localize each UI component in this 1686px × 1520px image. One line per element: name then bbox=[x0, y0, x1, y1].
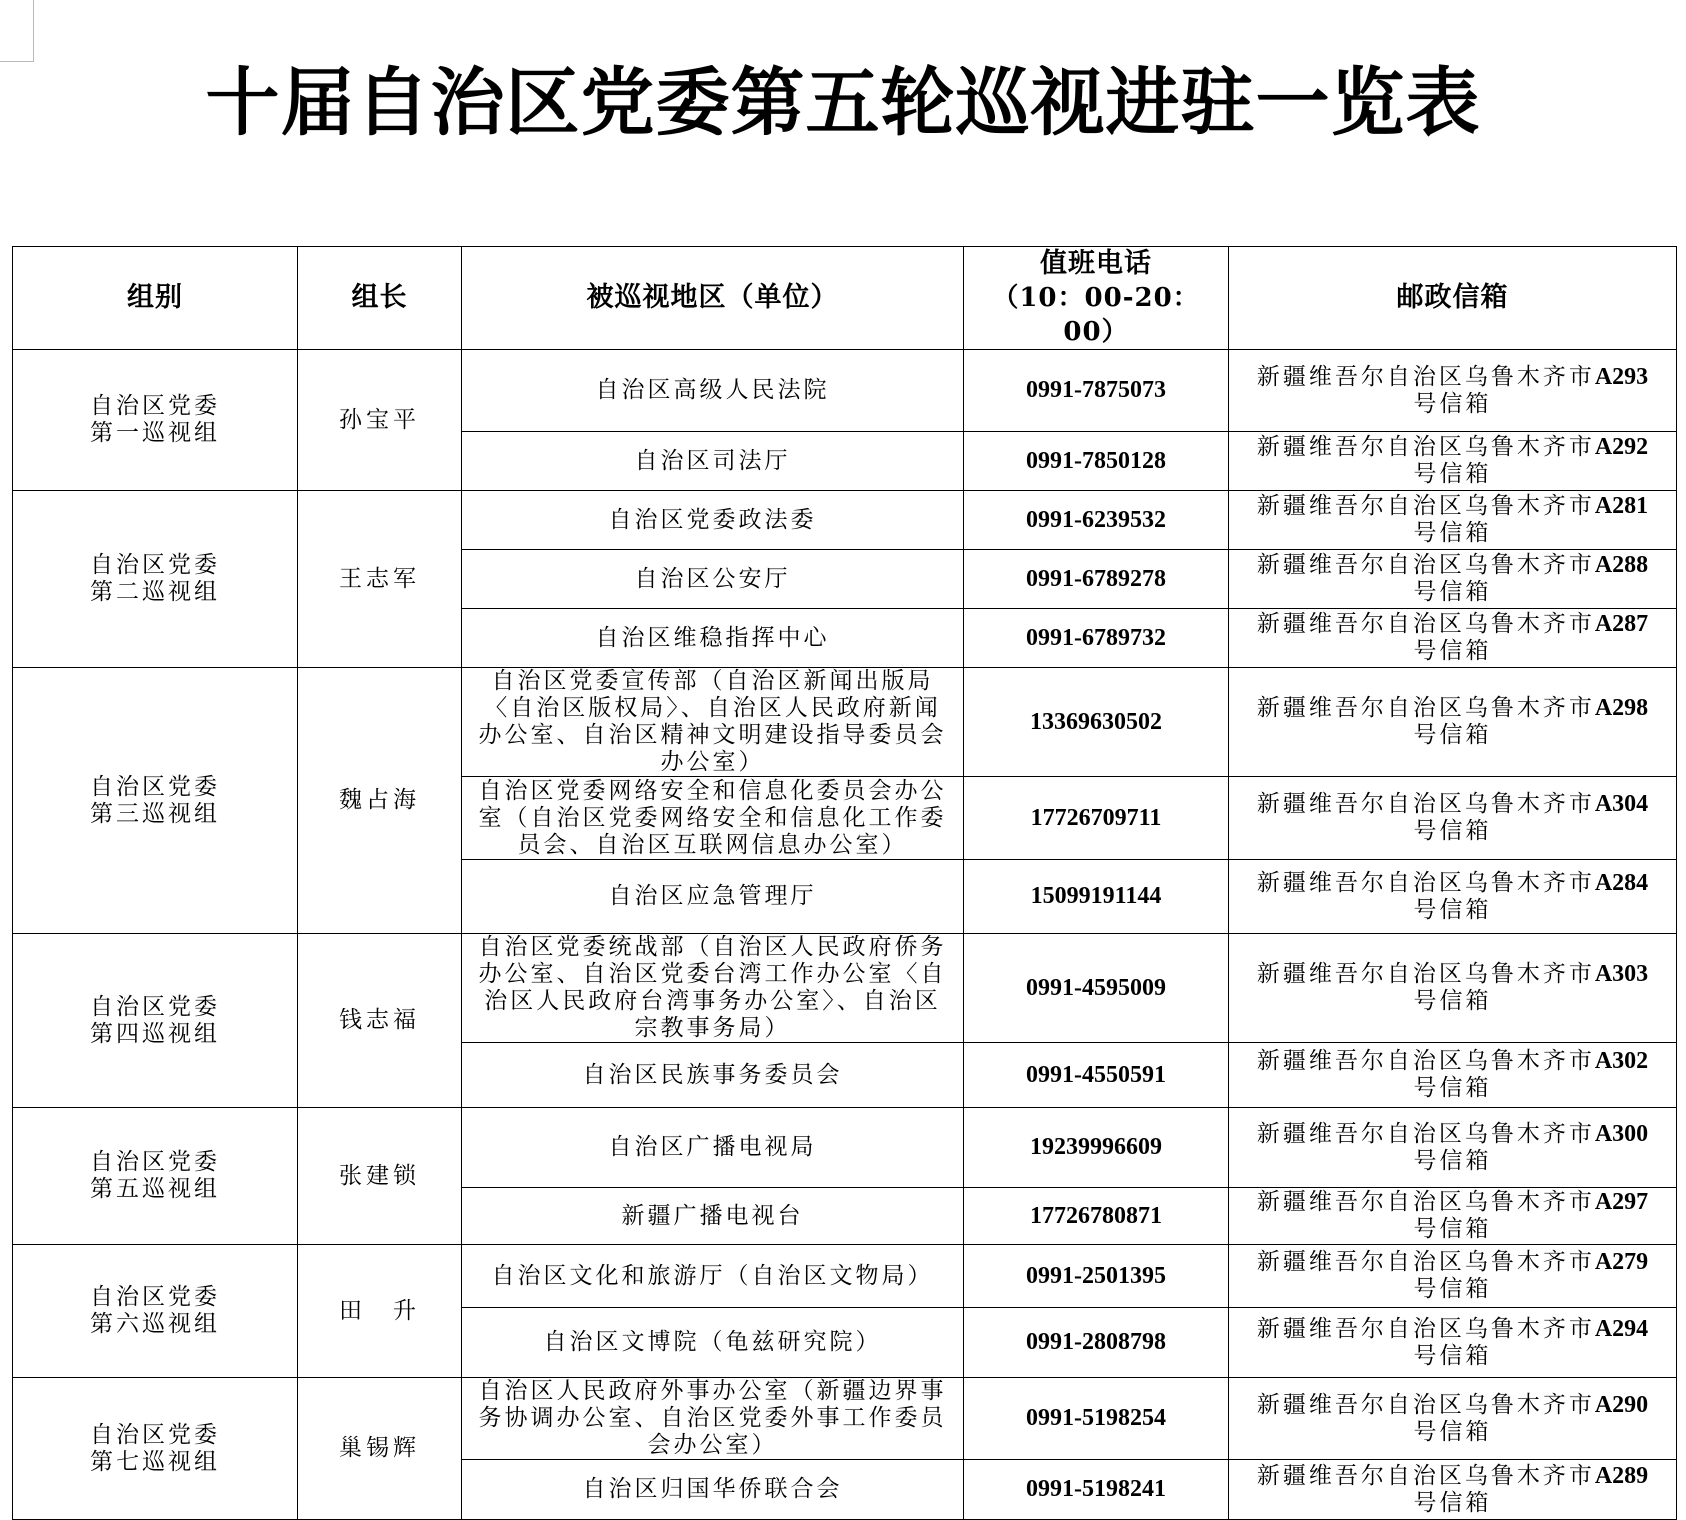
group-name-cell bbox=[13, 934, 298, 1108]
postal-mailbox-cell bbox=[1229, 1460, 1677, 1520]
postal-mailbox-cell bbox=[1229, 934, 1677, 1043]
inspected-unit-cell: 自治区维稳指挥中心 bbox=[462, 609, 964, 668]
group-leader-cell: 张建锁 bbox=[298, 1108, 462, 1245]
header-phone bbox=[964, 247, 1229, 350]
mailbox-prefix: 新疆维吾尔自治区乌鲁木齐市 bbox=[1256, 869, 1595, 896]
mailbox-code: A297 bbox=[1594, 1189, 1649, 1215]
duty-phone-cell: 15099191144 bbox=[964, 860, 1229, 934]
group-leader-cell: 魏占海 bbox=[298, 668, 462, 934]
group-leader-cell: 田 升 bbox=[298, 1245, 462, 1378]
mailbox-suffix: 号信箱 bbox=[1413, 818, 1492, 844]
mailbox-suffix: 号信箱 bbox=[1413, 579, 1492, 605]
table-row bbox=[13, 1108, 1677, 1188]
group-name-cell bbox=[13, 668, 298, 934]
inspected-unit-cell: 自治区人民政府外事办公室（新疆边界事务协调办公室、自治区党委外事工作委员会办公室） bbox=[462, 1378, 964, 1460]
group-name-line2: 第三巡视组 bbox=[90, 800, 220, 827]
inspected-unit-cell: 自治区归国华侨联合会 bbox=[462, 1460, 964, 1520]
header-phone-label: 值班电话 bbox=[1040, 248, 1152, 279]
group-name-line1: 自治区党委 bbox=[90, 773, 220, 800]
group-leader-cell: 钱志福 bbox=[298, 934, 462, 1108]
mailbox-suffix: 号信箱 bbox=[1413, 1276, 1492, 1302]
mailbox-suffix: 号信箱 bbox=[1413, 896, 1492, 923]
mailbox-code: A293 bbox=[1594, 363, 1649, 390]
mailbox-code: A292 bbox=[1594, 434, 1649, 460]
mailbox-prefix: 新疆维吾尔自治区乌鲁木齐市 bbox=[1256, 1315, 1595, 1342]
postal-mailbox-cell bbox=[1229, 350, 1677, 432]
duty-phone-cell: 19239996609 bbox=[964, 1108, 1229, 1188]
mailbox-prefix: 新疆维吾尔自治区乌鲁木齐市 bbox=[1256, 1048, 1595, 1074]
duty-phone-cell: 13369630502 bbox=[964, 668, 1229, 777]
mailbox-code: A303 bbox=[1594, 961, 1649, 987]
mailbox-suffix: 号信箱 bbox=[1413, 1489, 1492, 1516]
inspected-unit-cell: 自治区广播电视局 bbox=[462, 1108, 964, 1188]
mailbox-prefix: 新疆维吾尔自治区乌鲁木齐市 bbox=[1256, 493, 1595, 519]
duty-phone-cell: 0991-2501395 bbox=[964, 1245, 1229, 1308]
table-row bbox=[13, 934, 1677, 1043]
mailbox-code: A289 bbox=[1594, 1462, 1649, 1489]
mailbox-prefix: 新疆维吾尔自治区乌鲁木齐市 bbox=[1256, 961, 1595, 987]
group-name-line2: 第一巡视组 bbox=[90, 420, 220, 446]
duty-phone-cell: 17726709711 bbox=[964, 777, 1229, 860]
mailbox-prefix: 新疆维吾尔自治区乌鲁木齐市 bbox=[1256, 1391, 1595, 1418]
inspected-unit-cell: 自治区司法厅 bbox=[462, 432, 964, 491]
group-name-line1: 自治区党委 bbox=[90, 993, 220, 1020]
inspected-unit-cell: 自治区党委统战部（自治区人民政府侨务办公室、自治区党委台湾工作办公室〈自治区人民政府台湾事务办公室〉、自治区宗教事务局） bbox=[462, 934, 964, 1043]
mailbox-code: A284 bbox=[1594, 869, 1649, 896]
group-name-cell bbox=[13, 1245, 298, 1378]
postal-mailbox-cell bbox=[1229, 550, 1677, 609]
duty-phone-cell: 0991-7850128 bbox=[964, 432, 1229, 491]
postal-mailbox-cell bbox=[1229, 860, 1677, 934]
inspected-unit-cell: 自治区党委网络安全和信息化委员会办公室（自治区党委网络安全和信息化工作委员会、自治区互联网信息办公室） bbox=[462, 777, 964, 860]
mailbox-suffix: 号信箱 bbox=[1413, 1075, 1492, 1101]
duty-phone-cell: 17726780871 bbox=[964, 1188, 1229, 1245]
postal-mailbox-cell bbox=[1229, 432, 1677, 491]
postal-mailbox-cell bbox=[1229, 777, 1677, 860]
group-name-cell bbox=[13, 1378, 298, 1520]
mailbox-prefix: 新疆维吾尔自治区乌鲁木齐市 bbox=[1256, 434, 1595, 460]
mailbox-code: A298 bbox=[1594, 695, 1649, 721]
inspected-unit-cell: 新疆广播电视台 bbox=[462, 1188, 964, 1245]
postal-mailbox-cell bbox=[1229, 1043, 1677, 1108]
group-name-line1: 自治区党委 bbox=[90, 552, 220, 578]
group-name-line1: 自治区党委 bbox=[90, 1421, 220, 1448]
mailbox-code: A287 bbox=[1594, 611, 1649, 637]
group-name-cell bbox=[13, 491, 298, 668]
group-leader-cell: 巢锡辉 bbox=[298, 1378, 462, 1520]
postal-mailbox-cell bbox=[1229, 1245, 1677, 1308]
duty-phone-cell: 0991-6789278 bbox=[964, 550, 1229, 609]
mailbox-suffix: 号信箱 bbox=[1413, 1216, 1492, 1242]
inspected-unit-cell: 自治区党委宣传部（自治区新闻出版局〈自治区版权局〉、自治区人民政府新闻办公室、自治区精神文明建设指导委员会办公室） bbox=[462, 668, 964, 777]
table-row bbox=[13, 1378, 1677, 1460]
mailbox-prefix: 新疆维吾尔自治区乌鲁木齐市 bbox=[1256, 1462, 1595, 1489]
group-name-line1: 自治区党委 bbox=[90, 1284, 220, 1310]
inspection-roster-table bbox=[12, 246, 1677, 1520]
mailbox-suffix: 号信箱 bbox=[1413, 722, 1492, 748]
inspected-unit-cell: 自治区公安厅 bbox=[462, 550, 964, 609]
group-leader-cell: 孙宝平 bbox=[298, 350, 462, 491]
postal-mailbox-cell bbox=[1229, 609, 1677, 668]
duty-phone-cell: 0991-6789732 bbox=[964, 609, 1229, 668]
inspected-unit-cell: 自治区应急管理厅 bbox=[462, 860, 964, 934]
mailbox-prefix: 新疆维吾尔自治区乌鲁木齐市 bbox=[1256, 363, 1595, 390]
postal-mailbox-cell bbox=[1229, 1308, 1677, 1378]
mailbox-suffix: 号信箱 bbox=[1413, 1342, 1492, 1369]
mailbox-code: A279 bbox=[1594, 1249, 1649, 1275]
mailbox-code: A290 bbox=[1594, 1391, 1649, 1418]
header-phone-hours: （10：00-20：00） bbox=[992, 283, 1200, 347]
postal-mailbox-cell bbox=[1229, 1108, 1677, 1188]
group-name-line2: 第二巡视组 bbox=[90, 579, 220, 605]
duty-phone-cell: 0991-4550591 bbox=[964, 1043, 1229, 1108]
mailbox-prefix: 新疆维吾尔自治区乌鲁木齐市 bbox=[1256, 791, 1595, 817]
postal-mailbox-cell bbox=[1229, 668, 1677, 777]
header-group: 组别 bbox=[13, 247, 298, 350]
table-row bbox=[13, 1245, 1677, 1308]
mailbox-code: A300 bbox=[1594, 1120, 1649, 1147]
group-name-line1: 自治区党委 bbox=[90, 1149, 220, 1175]
inspected-unit-cell: 自治区文博院（龟兹研究院） bbox=[462, 1308, 964, 1378]
mailbox-code: A288 bbox=[1594, 552, 1649, 578]
mailbox-suffix: 号信箱 bbox=[1413, 1418, 1492, 1445]
header-leader: 组长 bbox=[298, 247, 462, 350]
table-body bbox=[13, 350, 1677, 1520]
duty-phone-cell: 0991-6239532 bbox=[964, 491, 1229, 550]
postal-mailbox-cell bbox=[1229, 491, 1677, 550]
duty-phone-cell: 0991-5198241 bbox=[964, 1460, 1229, 1520]
mailbox-prefix: 新疆维吾尔自治区乌鲁木齐市 bbox=[1256, 695, 1595, 721]
group-name-line1: 自治区党委 bbox=[90, 393, 220, 419]
duty-phone-cell: 0991-5198254 bbox=[964, 1378, 1229, 1460]
group-leader-cell: 王志军 bbox=[298, 491, 462, 668]
group-name-cell bbox=[13, 350, 298, 491]
mailbox-suffix: 号信箱 bbox=[1413, 638, 1492, 664]
inspected-unit-cell: 自治区民族事务委员会 bbox=[462, 1043, 964, 1108]
mailbox-code: A302 bbox=[1594, 1048, 1649, 1074]
inspected-unit-cell: 自治区文化和旅游厅（自治区文物局） bbox=[462, 1245, 964, 1308]
mailbox-code: A294 bbox=[1594, 1315, 1649, 1342]
inspected-unit-cell: 自治区党委政法委 bbox=[462, 491, 964, 550]
group-name-line2: 第五巡视组 bbox=[90, 1176, 220, 1202]
mailbox-code: A304 bbox=[1594, 791, 1649, 817]
mailbox-suffix: 号信箱 bbox=[1413, 1147, 1492, 1174]
inspected-unit-cell: 自治区高级人民法院 bbox=[462, 350, 964, 432]
postal-mailbox-cell bbox=[1229, 1378, 1677, 1460]
mailbox-suffix: 号信箱 bbox=[1413, 390, 1492, 417]
group-name-line2: 第六巡视组 bbox=[90, 1311, 220, 1337]
mailbox-prefix: 新疆维吾尔自治区乌鲁木齐市 bbox=[1256, 1120, 1595, 1147]
duty-phone-cell: 0991-4595009 bbox=[964, 934, 1229, 1043]
header-unit: 被巡视地区（单位） bbox=[462, 247, 964, 350]
header-mailbox: 邮政信箱 bbox=[1229, 247, 1677, 350]
group-name-cell bbox=[13, 1108, 298, 1245]
mailbox-prefix: 新疆维吾尔自治区乌鲁木齐市 bbox=[1256, 1249, 1595, 1275]
mailbox-suffix: 号信箱 bbox=[1413, 988, 1492, 1014]
table-row bbox=[13, 668, 1677, 777]
postal-mailbox-cell bbox=[1229, 1188, 1677, 1245]
mailbox-suffix: 号信箱 bbox=[1413, 520, 1492, 546]
table-row bbox=[13, 350, 1677, 432]
mailbox-prefix: 新疆维吾尔自治区乌鲁木齐市 bbox=[1256, 552, 1595, 578]
duty-phone-cell: 0991-2808798 bbox=[964, 1308, 1229, 1378]
page-title: 十届自治区党委第五轮巡视进驻一览表 bbox=[205, 60, 1481, 146]
duty-phone-cell: 0991-7875073 bbox=[964, 350, 1229, 432]
mailbox-prefix: 新疆维吾尔自治区乌鲁木齐市 bbox=[1256, 1189, 1595, 1215]
mailbox-code: A281 bbox=[1594, 493, 1649, 519]
group-name-line2: 第七巡视组 bbox=[90, 1448, 220, 1475]
group-name-line2: 第四巡视组 bbox=[90, 1020, 220, 1047]
table-header-row bbox=[13, 247, 1677, 350]
mailbox-prefix: 新疆维吾尔自治区乌鲁木齐市 bbox=[1256, 611, 1595, 637]
mailbox-suffix: 号信箱 bbox=[1413, 461, 1492, 487]
table-row bbox=[13, 491, 1677, 550]
